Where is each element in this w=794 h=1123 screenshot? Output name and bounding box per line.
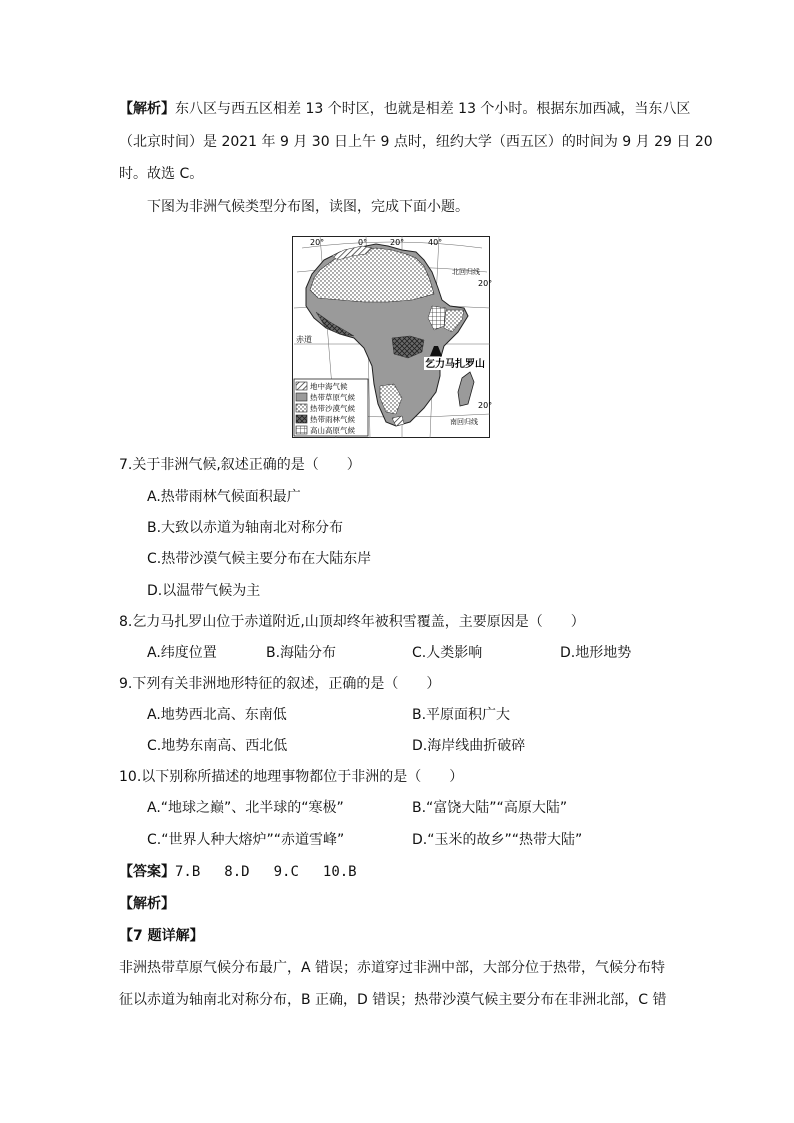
lon-label-w20: 20° xyxy=(310,238,325,247)
question-8-option-d: D.地形地势 xyxy=(560,645,632,661)
question-9-option-b: B.平原面积广大 xyxy=(412,707,511,723)
lon-label-e40: 40° xyxy=(428,238,443,247)
legend-label-mediterranean: 地中海气候 xyxy=(310,382,348,391)
legend-label-desert: 热带沙漠气候 xyxy=(310,404,355,413)
question-7-option-d: D.以温带气候为主 xyxy=(147,583,261,599)
tropic-south-label: 南回归线 xyxy=(450,418,478,426)
equator-label: 赤道 xyxy=(296,335,312,344)
question-7-option-c: C.热带沙漠气候主要分布在大陆东岸 xyxy=(147,551,372,567)
africa-climate-map-svg xyxy=(292,236,493,438)
question-7-detail-line-1: 非洲热带草原气候分布最广，A 错误；赤道穿过非洲中部，大部分位于热带，气候分布特 xyxy=(119,960,666,976)
answer-9: 9.C xyxy=(273,864,299,880)
question-7-detail-line-2: 征以赤道为轴南北对称分布，B 正确，D 错误；热带沙漠气候主要分布在非洲北部，C 错 xyxy=(119,992,667,1008)
legend-label-highland: 高山高原气候 xyxy=(310,426,355,435)
question-9-option-c: C.地势东南高、西北低 xyxy=(147,738,288,754)
legend-label-rainforest: 热带雨林气候 xyxy=(310,415,355,424)
analysis-text-1: 东八区与西五区相差 13 个时区，也就是相差 13 个小时。根据东加西减，当东八区 xyxy=(175,101,691,117)
question-7-detail-heading: 【7 题详解】 xyxy=(119,928,204,944)
analysis-paragraph-line-1 xyxy=(119,99,690,119)
question-7-stem: 7.关于非洲气候,叙述正确的是（ ） xyxy=(119,457,361,473)
question-10-stem: 10.以下别称所描述的地理事物都位于非洲的是（ ） xyxy=(119,769,464,785)
question-10-option-d: D.“玉米的故乡”“热带大陆” xyxy=(412,832,583,848)
question-10-option-c: C.“世界人种大熔炉”“赤道雪峰” xyxy=(147,832,345,848)
analysis-tag: 【解析】 xyxy=(119,101,175,117)
answer-7: 7.B xyxy=(175,864,201,880)
kilimanjaro-label: 乞力马扎罗山 xyxy=(425,359,485,370)
question-9-option-a: A.地势西北高、东南低 xyxy=(147,707,287,723)
answer-tag: 【答案】 xyxy=(119,864,175,880)
lon-label-0: 0° xyxy=(358,238,368,247)
answer-line xyxy=(119,862,357,882)
question-8-stem: 8.乞力马扎罗山位于赤道附近,山顶却终年被积雪覆盖，主要原因是（ ） xyxy=(119,614,585,630)
tropic-north-label: 北回归线 xyxy=(452,268,480,276)
legend-label-savanna: 热带草原气候 xyxy=(310,393,355,402)
question-10-option-a: A.“地球之巅”、北半球的“寒极” xyxy=(147,800,344,816)
analysis-paragraph-line-3: 时。故选 C。 xyxy=(119,166,204,182)
question-7-option-a: A.热带雨林气候面积最广 xyxy=(147,489,301,505)
question-8-option-b: B.海陆分布 xyxy=(266,645,337,661)
lon-label-e20: 20° xyxy=(390,238,405,247)
lat-label-n20: 20° xyxy=(478,279,493,288)
question-9-stem: 9.下列有关非洲地形特征的叙述，正确的是（ ） xyxy=(119,676,441,692)
lat-label-s20: 20° xyxy=(478,401,493,410)
question-10-option-b: B.“富饶大陆”“高原大陆” xyxy=(412,800,568,816)
answer-8: 8.D xyxy=(224,864,250,880)
map-legend xyxy=(294,379,368,436)
africa-climate-map xyxy=(292,236,493,438)
analysis-heading: 【解析】 xyxy=(119,896,175,912)
question-7-option-b: B.大致以赤道为轴南北对称分布 xyxy=(147,520,344,536)
answer-10: 10.B xyxy=(322,864,357,880)
question-8-option-a: A.纬度位置 xyxy=(147,645,217,661)
analysis-paragraph-line-2: （北京时间）是 2021 年 9 月 30 日上午 9 点时，纽约大学（西五区）的时间为 9 月 29 日 20 xyxy=(119,134,713,150)
question-9-option-d: D.海岸线曲折破碎 xyxy=(412,738,526,754)
question-8-option-c: C.人类影响 xyxy=(412,645,483,661)
intro-text: 下图为非洲气候类型分布图，读图，完成下面小题。 xyxy=(147,199,469,215)
